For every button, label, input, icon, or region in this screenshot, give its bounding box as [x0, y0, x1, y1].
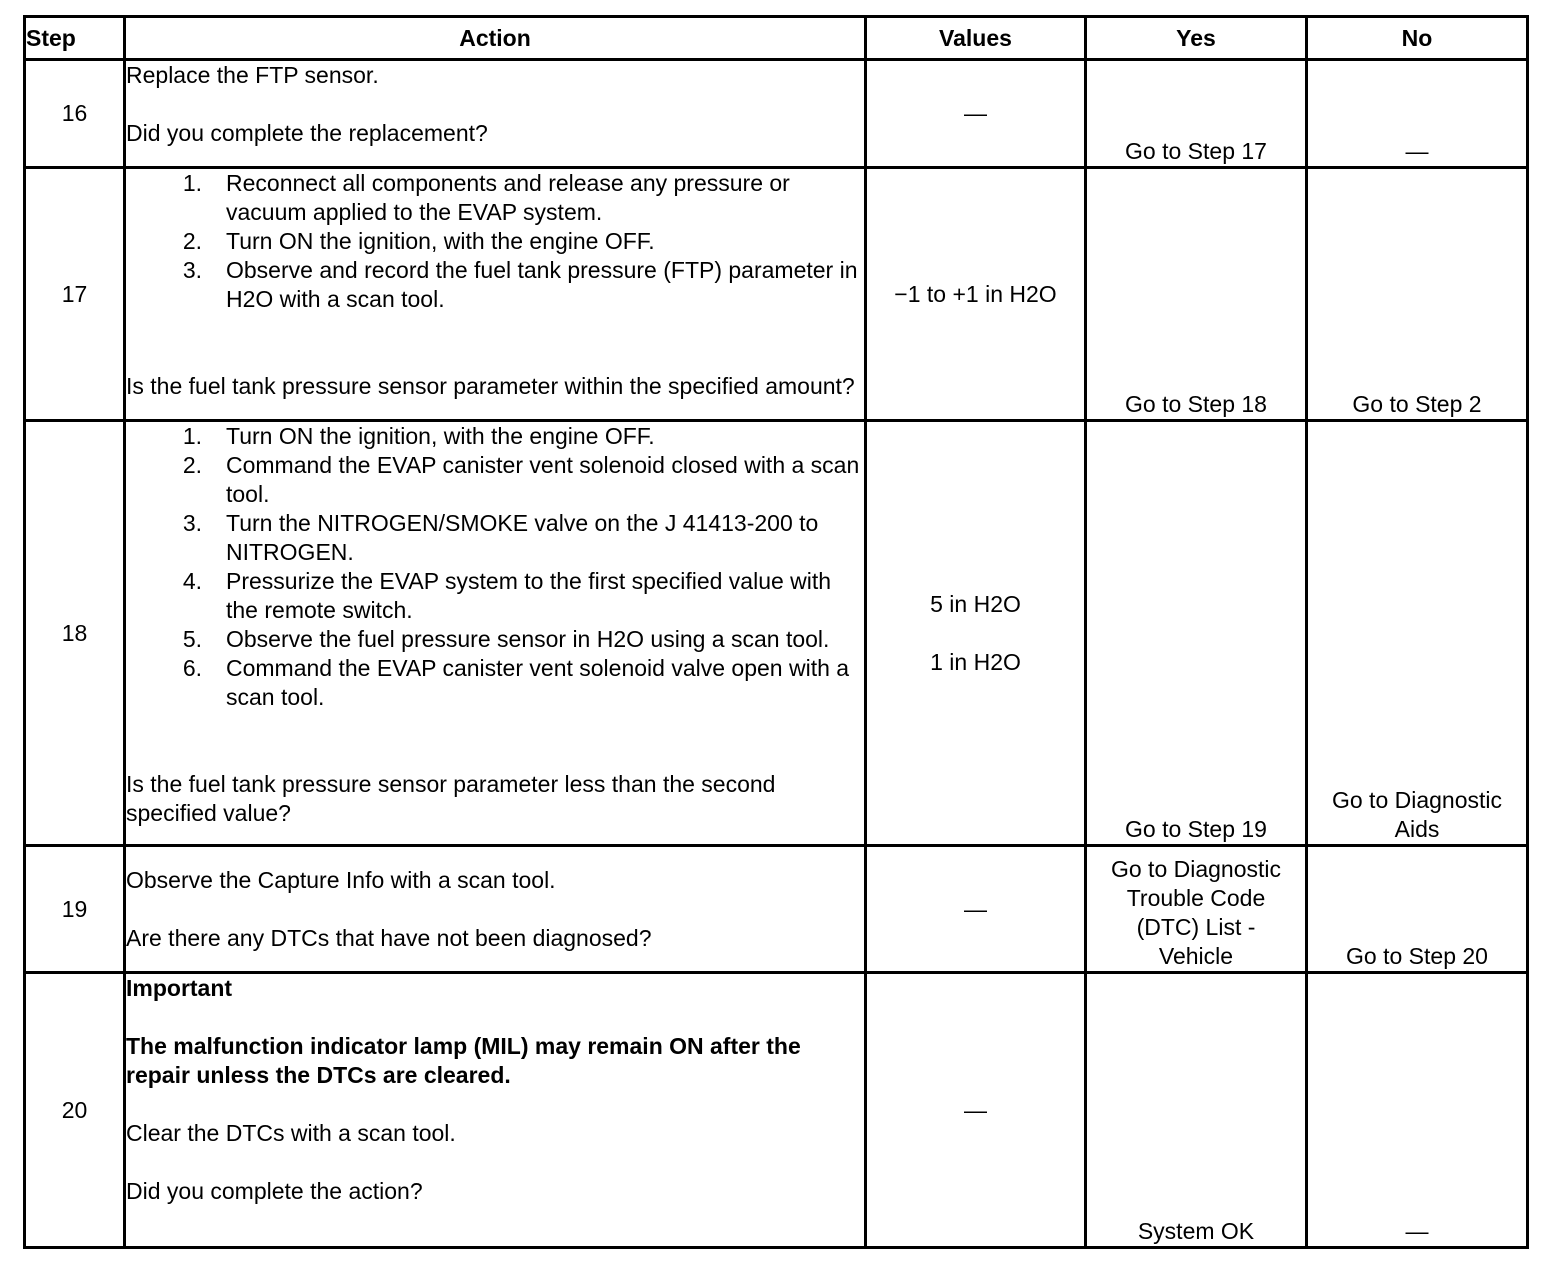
- no-cell: Go to Step 2: [1307, 168, 1528, 421]
- action-steps: [126, 422, 864, 712]
- step-number: 20: [25, 973, 125, 1248]
- action-question: Are there any DTCs that have not been diagnosed?: [126, 924, 652, 951]
- table-row: [25, 846, 1528, 973]
- action-cell: [125, 60, 866, 168]
- list-item: 2. Command the EVAP canister vent solenoid closed with a scan tool.: [182, 452, 860, 507]
- action-text: Observe the Capture Info with a scan tool.: [126, 866, 556, 893]
- action-question: Did you complete the replacement?: [126, 120, 488, 146]
- table-row: [25, 973, 1528, 1248]
- no-cell: —: [1307, 60, 1528, 168]
- important-label: Important: [126, 975, 233, 1001]
- header-action: Action: [125, 17, 866, 60]
- step-number: 18: [25, 421, 125, 846]
- table-row: [25, 60, 1528, 168]
- action-question: Is the fuel tank pressure sensor parameter within the specified amount?: [126, 373, 855, 399]
- action-text: Clear the DTCs with a scan tool.: [126, 1120, 456, 1146]
- list-item: 3. Turn the NITROGEN/SMOKE valve on the J 41413-200 to NITROGEN.: [182, 510, 819, 565]
- yes-cell: System OK: [1086, 973, 1307, 1248]
- list-item: 4. Pressurize the EVAP system to the first specified value with the remote switch.: [182, 568, 832, 623]
- no-cell: Go to Step 20: [1307, 846, 1528, 973]
- values-cell: [866, 421, 1086, 846]
- yes-cell: Go to Step 18: [1086, 168, 1307, 421]
- header-step: Step: [25, 17, 125, 60]
- action-cell: [125, 973, 866, 1248]
- table-row: [25, 168, 1528, 421]
- action-question: Did you complete the action?: [126, 1178, 423, 1204]
- values-cell: −1 to +1 in H2O: [866, 168, 1086, 421]
- step-number: 17: [25, 168, 125, 421]
- action-cell: [125, 168, 866, 421]
- action-steps: [126, 169, 864, 314]
- yes-cell: Go to Step 19: [1086, 421, 1307, 846]
- header-no: No: [1307, 17, 1528, 60]
- list-item: 2. Turn ON the ignition, with the engine OFF.: [182, 228, 655, 254]
- list-item: 1. Reconnect all components and release any pressure or vacuum applied to the EVAP system.: [182, 170, 790, 225]
- header-values: Values: [866, 17, 1086, 60]
- step-number: 19: [25, 846, 125, 973]
- value-first: 5 in H2O: [930, 590, 1021, 617]
- important-text: The malfunction indicator lamp (MIL) may remain ON after the repair unless the DTCs are cleared.: [126, 1033, 801, 1088]
- list-item: 6. Command the EVAP canister vent solenoid valve open with a scan tool.: [182, 655, 850, 710]
- diagnostic-table: [23, 15, 1529, 1249]
- list-item: 5. Observe the fuel pressure sensor in H2O using a scan tool.: [182, 626, 830, 652]
- value-second: 1 in H2O: [930, 648, 1021, 675]
- step-number: 16: [25, 60, 125, 168]
- values-cell: —: [866, 846, 1086, 973]
- action-text: Replace the FTP sensor.: [126, 62, 379, 88]
- header-row: [25, 17, 1528, 60]
- no-cell: Go to Diagnostic Aids: [1307, 421, 1528, 846]
- table-row: [25, 421, 1528, 846]
- action-cell: [125, 846, 866, 973]
- list-item: 1. Turn ON the ignition, with the engine OFF.: [182, 423, 655, 449]
- yes-cell: Go to Diagnostic Trouble Code (DTC) List - Vehicle: [1086, 846, 1307, 973]
- action-question: Is the fuel tank pressure sensor parameter less than the second specified value?: [126, 771, 776, 826]
- header-yes: Yes: [1086, 17, 1307, 60]
- list-item: 3. Observe and record the fuel tank pressure (FTP) parameter in H2O with a scan tool.: [182, 257, 858, 312]
- yes-cell: Go to Step 17: [1086, 60, 1307, 168]
- no-cell: —: [1307, 973, 1528, 1248]
- values-cell: —: [866, 973, 1086, 1248]
- action-cell: [125, 421, 866, 846]
- values-cell: —: [866, 60, 1086, 168]
